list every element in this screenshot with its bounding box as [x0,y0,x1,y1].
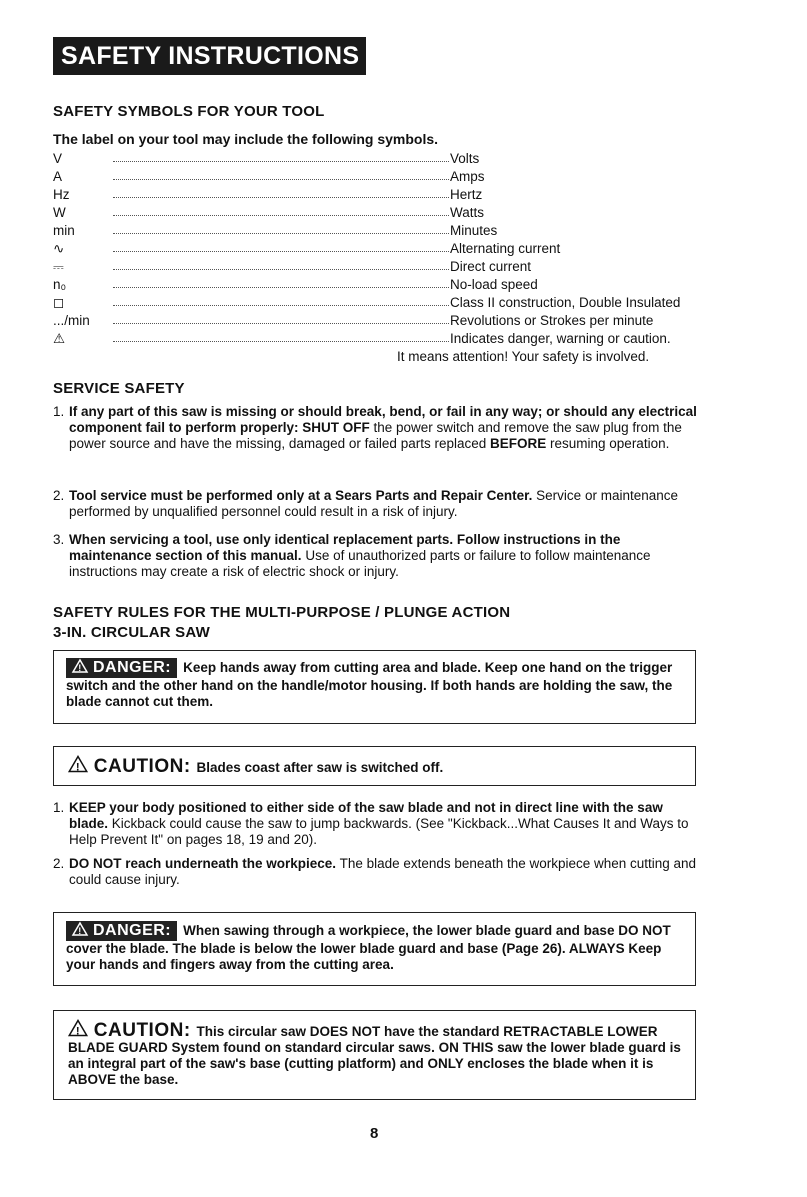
danger-box [53,912,696,986]
page-number: 8 [370,1125,379,1142]
symbol-meaning: Direct current [450,259,532,274]
warning-triangle-icon [72,659,88,673]
warning-triangle-icon [72,922,88,936]
rules-heading-line2: 3-IN. CIRCULAR SAW [53,624,210,641]
symbol-meaning: Volts [450,151,480,166]
symbol-row [53,277,705,294]
danger-text: When sawing through a workpiece, the lower blade guard and base DO NOT cover the blade. The blade is below the lower blade guard and base (Page 26). ALWAYS Keep your hands and fingers away from the cutting area. [66,923,671,972]
rules-heading-line1: SAFETY RULES FOR THE MULTI-PURPOSE / PLUNGE ACTION [53,604,511,621]
symbol-row [53,205,705,222]
svg-text:!: ! [78,926,82,936]
symbol: min [53,223,75,238]
symbol-row [53,187,705,204]
symbol-meaning: Watts [450,205,485,220]
svg-text:!: ! [75,761,81,774]
symbol-meaning: No-load speed [450,277,538,292]
symbol-row [53,331,705,348]
danger-box [53,650,696,724]
symbol-row [53,241,705,258]
symbol-row [53,259,705,276]
symbol-meaning-continued: It means attention! Your safety is involved. [397,349,650,364]
symbol: W [53,205,66,220]
svg-text:!: ! [78,663,82,673]
symbol: .../min [53,313,90,328]
symbol: Hz [53,187,70,202]
warning-triangle-icon [68,755,88,773]
symbol-meaning: Hertz [450,187,483,202]
alternating-current-icon: ∿ [53,241,65,256]
caution-box [53,1010,696,1100]
caution-label: ! CAUTION: [68,756,196,777]
symbol-meaning: Minutes [450,223,498,238]
caution-label: ! CAUTION: [68,1020,196,1041]
symbol-meaning: Alternating current [450,241,561,256]
caution-text: Blades coast after saw is switched off. [196,760,444,775]
danger-label: ! DANGER: [66,921,177,941]
symbol: V [53,151,63,166]
symbol-meaning: Indicates danger, warning or caution. [450,331,671,346]
symbols-intro: The label on your tool may include the following symbols. [53,131,439,147]
symbol-row [53,313,705,330]
symbol-row [53,295,705,312]
direct-current-icon: ⎓ [53,259,64,274]
symbol: A [53,169,63,184]
svg-text:!: ! [75,1025,81,1038]
symbols-heading: SAFETY SYMBOLS FOR YOUR TOOL [53,103,325,120]
symbol-meaning: Class II construction, Double Insulated [450,295,681,310]
danger-text: Keep hands away from cutting area and blade. Keep one hand on the trigger switch and the other hand on the handle/motor housing. If both hands are holding the saw, the blade cannot cut them. [66,660,673,709]
service-heading: SERVICE SAFETY [53,380,185,397]
symbol-row [53,151,705,168]
symbol-row [53,223,705,240]
danger-label: ! DANGER: [66,658,177,678]
caution-text: This circular saw DOES NOT have the standard RETRACTABLE LOWER BLADE GUARD System found on standard circular saws. ON THIS saw the lower blade guard is an integral part of the saw's base (cutting platform) and ONLY encloses the blade when it is ABOVE the base. [68,1024,681,1087]
symbol-meaning: Amps [450,169,485,184]
caution-box [53,746,696,786]
symbol-meaning: Revolutions or Strokes per minute [450,313,654,328]
manual-page: SAFETY INSTRUCTIONS cont. SAFETY SYMBOLS FOR YOUR TOOL The label on your tool may include the following symbols. V Volts A Amps Hz Hertz W Watts min Minutes ∿ Alternating current ⎓ Direct current n₀ No-load speed ◻ Class II construction, Double Insulated .../min Revolutions or Strokes per minute ⚠ Indicates danger, warning or caution. It means attention! Your safety is involved. SERVICE SAFETY 1. If any part of this saw is missing or should break, bend, or fail in any way; or should any electrical component fail to perform properly: SHUT OFF the power switch and remove the saw plug from the power source and have the missing, damaged or failed parts replaced BEFORE resuming operation. 2. Tool service must be performed only at a Sears Parts and Repair Center. Service or maintenance performed by unqualified personnel could result in a risk of injury. 3. When servicing a tool, use only identical replacement parts. Follow instructions in the maintenance section of this manual. Use of unauthorized parts or failure to follow maintenance instructions may create a risk of electric shock or injury. SAFETY RULES FOR THE MULTI-PURPOSE / PLUNGE ACTION 3-IN. CIRCULAR SAW ! DANGER: Keep hands away from cutting area and blade. Keep one hand on the trigger switch and the other hand on the handle/motor housing. If both hands are holding the saw, the blade cannot cut them. ! CAUTION: Blades coast after saw is switched off. 1. KEEP your body positioned to either side of the saw blade and not in direct line with the saw blade. Kickback could cause the saw to jump backwards. (See "Kickback...What Causes It and Ways to Help Prevent It" on pages 18, 19 and 20). 2. DO NOT reach underneath the workpiece. The blade extends beneath the workpiece when cutting and could cause injury. ! DANGER: When sawing through a workpiece, the lower blade guard and base DO NOT cover the blade. The blade is below the lower blade guard and base (Page 26). ALWAYS Keep your hands and fingers away from the cutting area. ! CAUTION: This circular saw DOES NOT have the standard RETRACTABLE LOWER BLADE GUARD System found on standard circular saws. ON THIS saw the lower blade guard is an integral part of the saw's base (cutting platform) and ONLY encloses the blade when it is ABOVE the base. 8 [0,0,807,1197]
section-banner: SAFETY INSTRUCTIONS cont. [53,37,366,75]
warning-triangle-icon: ⚠ [53,331,66,346]
double-insulated-icon: ◻ [53,295,65,310]
no-load-speed-icon: n₀ [53,277,67,292]
warning-triangle-icon [68,1019,88,1037]
symbol-row [53,169,705,186]
